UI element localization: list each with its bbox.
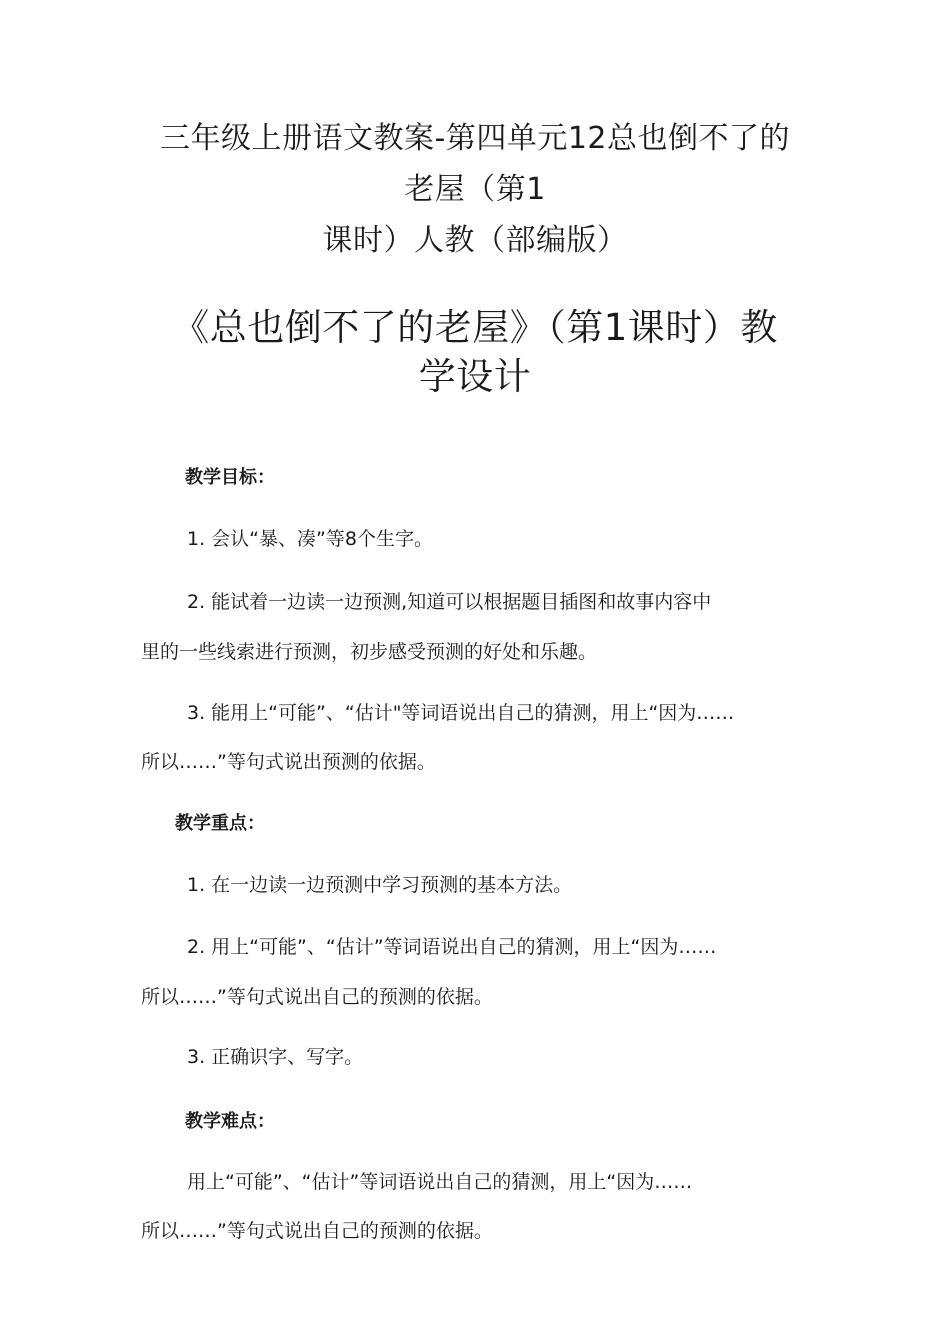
key-point-item-3: 3. 正确识字、写字。 [187,1046,364,1068]
difficulties-text-line-1: 用上“可能”、“估计”等词语说出自己的猜测，用上“因为…… [187,1171,693,1193]
document-title-line-1: 三年级上册语文教案-第四单元12总也倒不了的 [160,121,790,156]
key-point-item-1: 1. 在一边读一边预测中学习预测的基本方法。 [187,874,573,896]
objectives-heading: 教学目标： [185,467,275,488]
key-point-item-2-line-2: 所以……”等句式说出自己的预测的依据。 [141,986,493,1008]
key-points-heading: 教学重点： [175,813,265,834]
design-title-line-1: 《总也倒不了的老屋》（第1课时）教 [172,306,778,349]
document-title-line-3: 课时）人教（部编版） [322,223,628,258]
document-title-line-2: 老屋（第1 [404,172,546,207]
difficulties-text-line-2: 所以……”等句式说出自己的预测的依据。 [141,1220,493,1242]
objective-item-2-line-1: 2. 能试着一边读一边预测,知道可以根据题目插图和故事内容中 [187,591,712,613]
objective-item-3-line-2: 所以……”等句式说出预测的依据。 [141,751,436,773]
key-point-item-2-line-1: 2. 用上“可能”、“估计”等词语说出自己的猜测，用上“因为…… [187,936,717,958]
design-title-line-2: 学设计 [418,355,532,398]
difficulties-heading: 教学难点： [185,1111,275,1132]
objective-item-2-line-2: 里的一些线索进行预测，初步感受预测的好处和乐趣。 [141,641,598,663]
objective-item-1: 1. 会认“暴、凑”等8个生字。 [187,528,433,550]
objective-item-3-line-1: 3. 能用上“可能”、“估计"等词语说出自己的猜测，用上“因为…… [187,702,735,724]
